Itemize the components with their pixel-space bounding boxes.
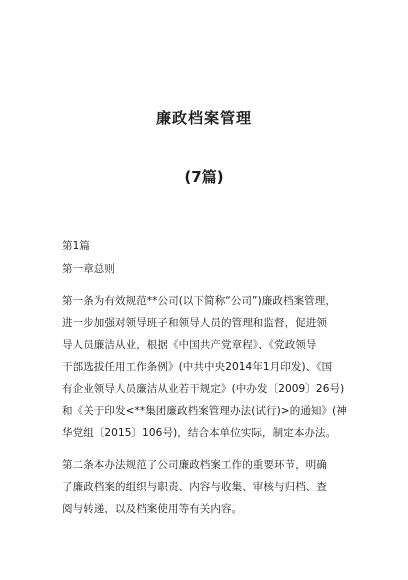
chapter-heading: 第一章总则 bbox=[62, 263, 115, 275]
article2-line: 了廉政档案的组织与职责、内容与收集、审核与归档、查 bbox=[62, 481, 327, 493]
article1-line: 华党组〔2015〕106号)，结合本单位实际，制定本办法。 bbox=[62, 427, 337, 439]
article1-line: 有企业领导人员廉洁从业若干规定》(中办发〔2009〕26号) bbox=[62, 383, 345, 395]
article1-line: 干部选拔任用工作条例》(中共中央2014年1月印发)、《国 bbox=[62, 361, 333, 373]
article1-line: 第一条为有效规范**公司(以下简称“公司”)廉政档案管理， bbox=[62, 295, 336, 307]
article2-line: 阅与转递，以及档案使用等有关内容。 bbox=[62, 503, 243, 515]
article2-line: 第二条本办法规范了公司廉政档案工作的重要环节，明确 bbox=[62, 459, 327, 471]
document-title: 廉政档案管理 bbox=[155, 109, 252, 127]
section-label: 第1篇 bbox=[62, 240, 90, 252]
article1-line: 和《关于印发<**集团廉政档案管理办法(试行)>的通知》(神 bbox=[62, 405, 347, 417]
article1-line: 导人员廉洁从业，根据《中国共产党章程》、《党政领导 bbox=[62, 339, 317, 351]
document-subtitle: (7篇) bbox=[184, 168, 224, 186]
article1-line: 进一步加强对领导班子和领导人员的管理和监督，促进领 bbox=[62, 317, 327, 329]
